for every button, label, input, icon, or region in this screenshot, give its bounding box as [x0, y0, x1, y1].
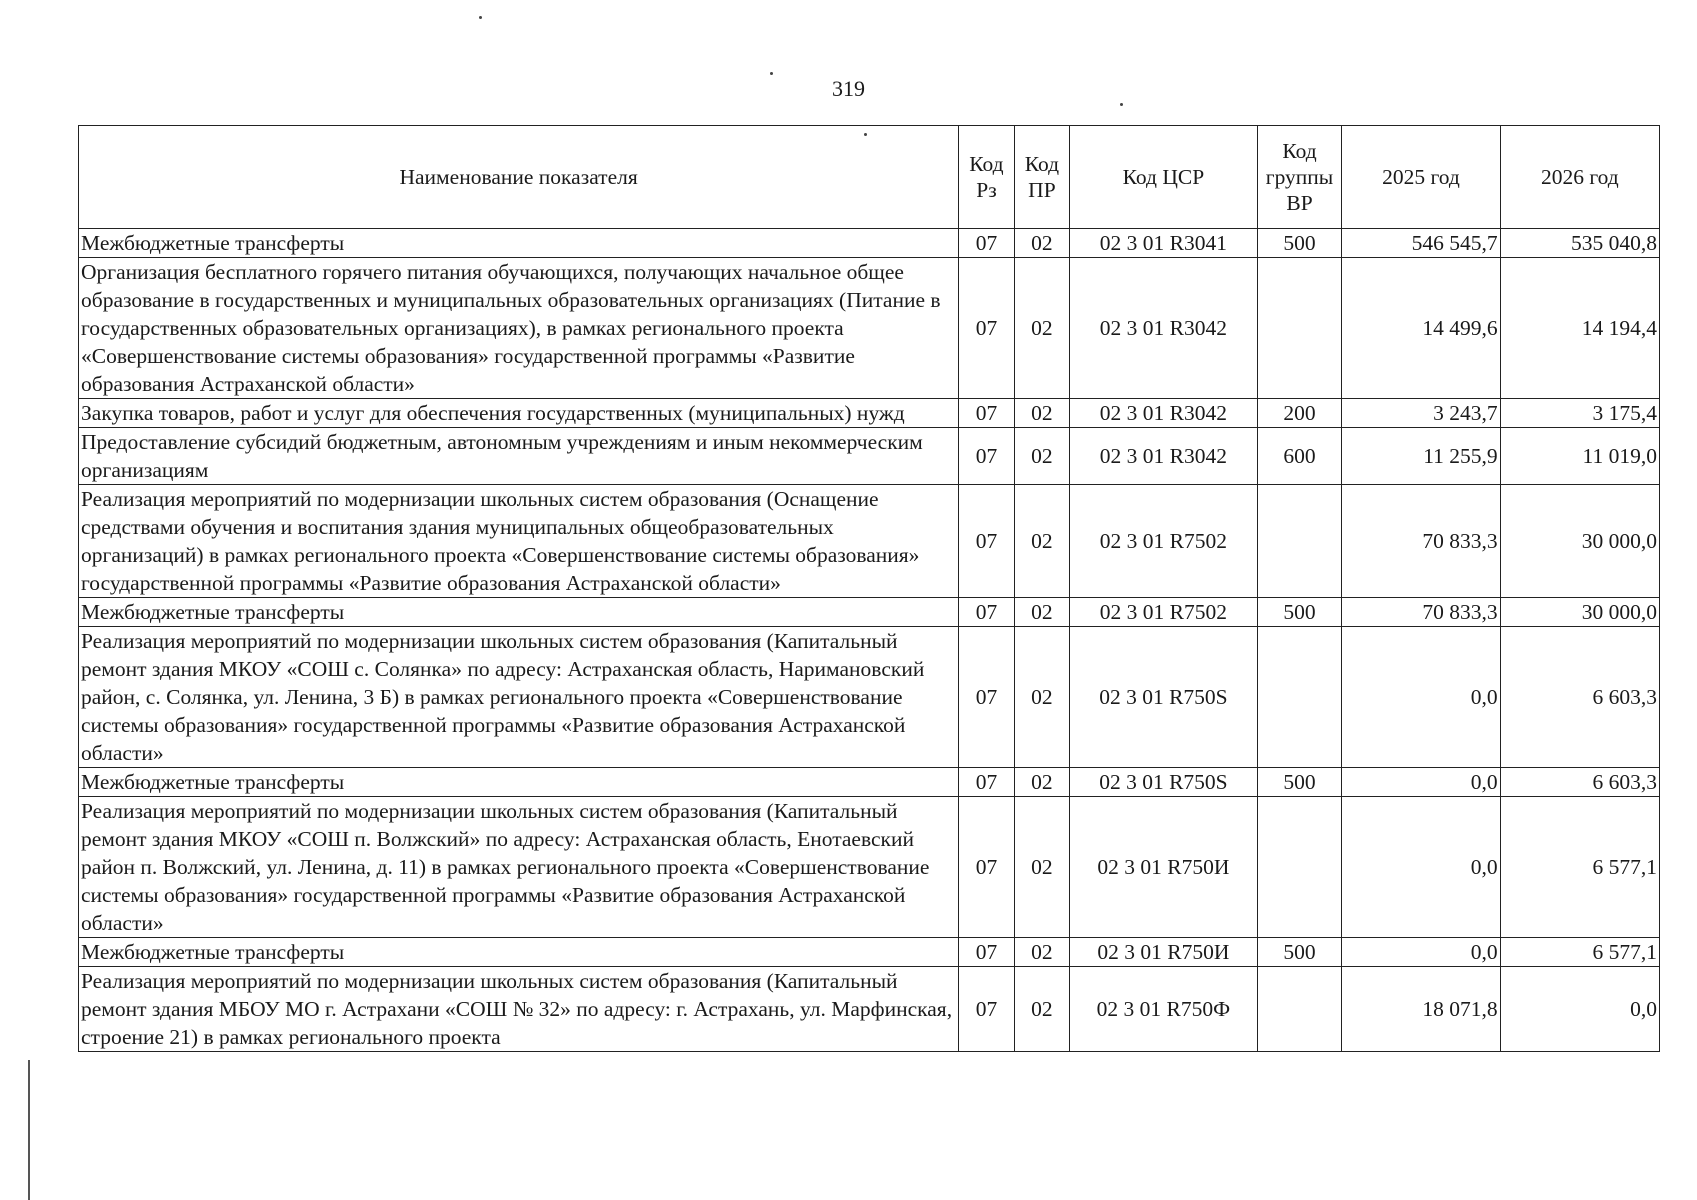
header-rz: Код Рз	[959, 126, 1014, 229]
scan-margin-line	[28, 1060, 30, 1200]
code-vr: 500	[1257, 598, 1342, 627]
code-vr: 500	[1257, 229, 1342, 258]
amount-2026: 3 175,4	[1500, 399, 1659, 428]
code-pr: 02	[1014, 485, 1069, 598]
code-vr: 500	[1257, 938, 1342, 967]
indicator-name: Межбюджетные трансферты	[79, 768, 959, 797]
amount-2025: 0,0	[1342, 797, 1500, 938]
table-row	[79, 229, 1660, 258]
code-rz: 07	[959, 938, 1014, 967]
header-pr: Код ПР	[1014, 126, 1069, 229]
code-csr: 02 3 01 R3042	[1070, 399, 1258, 428]
code-rz: 07	[959, 598, 1014, 627]
code-rz: 07	[959, 428, 1014, 485]
code-vr	[1257, 258, 1342, 399]
code-rz: 07	[959, 229, 1014, 258]
amount-2025: 14 499,6	[1342, 258, 1500, 399]
amount-2026: 30 000,0	[1500, 485, 1659, 598]
amount-2026: 6 577,1	[1500, 938, 1659, 967]
amount-2026: 30 000,0	[1500, 598, 1659, 627]
code-pr: 02	[1014, 258, 1069, 399]
table-row	[79, 768, 1660, 797]
header-2025: 2025 год	[1342, 126, 1500, 229]
code-pr: 02	[1014, 598, 1069, 627]
code-csr: 02 3 01 R750И	[1070, 797, 1258, 938]
table-row	[79, 938, 1660, 967]
code-pr: 02	[1014, 967, 1069, 1052]
scan-speck	[770, 72, 773, 75]
code-pr: 02	[1014, 399, 1069, 428]
table-row	[79, 258, 1660, 399]
code-rz: 07	[959, 797, 1014, 938]
amount-2026: 14 194,4	[1500, 258, 1659, 399]
indicator-name: Межбюджетные трансферты	[79, 938, 959, 967]
amount-2026: 6 577,1	[1500, 797, 1659, 938]
indicator-name: Межбюджетные трансферты	[79, 229, 959, 258]
code-rz: 07	[959, 967, 1014, 1052]
amount-2025: 0,0	[1342, 768, 1500, 797]
code-vr: 200	[1257, 399, 1342, 428]
indicator-name: Реализация мероприятий по модернизации школьных систем образования (Капитальный ремонт здания МКОУ «СОШ п. Волжский» по адресу: Астраханская область, Енотаевский район п. Волжский, ул. Ленина, д. 11) в рамках регионального проекта «Совершенствование системы образования» государственной программы «Развитие образования Астраханской области»	[79, 797, 959, 938]
code-rz: 07	[959, 768, 1014, 797]
code-pr: 02	[1014, 428, 1069, 485]
code-csr: 02 3 01 R3041	[1070, 229, 1258, 258]
code-vr: 600	[1257, 428, 1342, 485]
amount-2025: 0,0	[1342, 627, 1500, 768]
amount-2025: 70 833,3	[1342, 485, 1500, 598]
code-rz: 07	[959, 258, 1014, 399]
header-name: Наименование показателя	[79, 126, 959, 229]
header-csr: Код ЦСР	[1070, 126, 1258, 229]
code-rz: 07	[959, 399, 1014, 428]
table-row	[79, 627, 1660, 768]
code-csr: 02 3 01 R750S	[1070, 627, 1258, 768]
amount-2025: 3 243,7	[1342, 399, 1500, 428]
table-row	[79, 485, 1660, 598]
amount-2025: 0,0	[1342, 938, 1500, 967]
amount-2025: 18 071,8	[1342, 967, 1500, 1052]
indicator-name: Предоставление субсидий бюджетным, автономным учреждениям и иным некоммерческим организациям	[79, 428, 959, 485]
code-pr: 02	[1014, 627, 1069, 768]
code-csr: 02 3 01 R750S	[1070, 768, 1258, 797]
code-vr	[1257, 485, 1342, 598]
indicator-name: Организация бесплатного горячего питания обучающихся, получающих начальное общее образование в государственных и муниципальных образовательных организациях (Питание в государственных образовательных организациях), в рамках регионального проекта «Совершенствование системы образования» государственной программы «Развитие образования Астраханской области»	[79, 258, 959, 399]
amount-2025: 546 545,7	[1342, 229, 1500, 258]
code-csr: 02 3 01 R750И	[1070, 938, 1258, 967]
code-csr: 02 3 01 R7502	[1070, 485, 1258, 598]
code-pr: 02	[1014, 797, 1069, 938]
code-vr: 500	[1257, 768, 1342, 797]
code-vr	[1257, 797, 1342, 938]
indicator-name: Закупка товаров, работ и услуг для обеспечения государственных (муниципальных) нужд	[79, 399, 959, 428]
code-vr	[1257, 627, 1342, 768]
code-pr: 02	[1014, 768, 1069, 797]
header-vr: Код группы ВР	[1257, 126, 1342, 229]
header-row	[79, 126, 1660, 229]
table-row	[79, 967, 1660, 1052]
indicator-name: Реализация мероприятий по модернизации школьных систем образования (Капитальный ремонт здания МКОУ «СОШ с. Солянка» по адресу: Астраханская область, Наримановский район, с. Солянка, ул. Ленина, 3 Б) в рамках регионального проекта «Совершенствование системы образования» государственной программы «Развитие образования Астраханской области»	[79, 627, 959, 768]
table-row	[79, 797, 1660, 938]
table-row	[79, 428, 1660, 485]
table-row	[79, 598, 1660, 627]
amount-2025: 70 833,3	[1342, 598, 1500, 627]
code-csr: 02 3 01 R7502	[1070, 598, 1258, 627]
amount-2026: 11 019,0	[1500, 428, 1659, 485]
indicator-name: Межбюджетные трансферты	[79, 598, 959, 627]
amount-2026: 6 603,3	[1500, 768, 1659, 797]
amount-2025: 11 255,9	[1342, 428, 1500, 485]
table-body	[79, 229, 1660, 1052]
table-row	[79, 399, 1660, 428]
amount-2026: 6 603,3	[1500, 627, 1659, 768]
indicator-name: Реализация мероприятий по модернизации школьных систем образования (Капитальный ремонт здания МБОУ МО г. Астрахани «СОШ № 32» по адресу: г. Астрахань, ул. Марфинская, строение 21) в рамках регионального проекта	[79, 967, 959, 1052]
code-rz: 07	[959, 485, 1014, 598]
code-pr: 02	[1014, 229, 1069, 258]
budget-table	[78, 125, 1660, 1052]
scan-speck	[479, 16, 482, 19]
code-vr	[1257, 967, 1342, 1052]
amount-2026: 0,0	[1500, 967, 1659, 1052]
indicator-name: Реализация мероприятий по модернизации школьных систем образования (Оснащение средствами обучения и воспитания здания муниципальных общеобразовательных организаций) в рамках регионального проекта «Совершенствование системы образования» государственной программы «Развитие образования Астраханской области»	[79, 485, 959, 598]
code-csr: 02 3 01 R750Ф	[1070, 967, 1258, 1052]
scan-speck	[1120, 103, 1123, 106]
code-pr: 02	[1014, 938, 1069, 967]
page-number: 319	[832, 76, 865, 101]
amount-2026: 535 040,8	[1500, 229, 1659, 258]
code-csr: 02 3 01 R3042	[1070, 258, 1258, 399]
code-rz: 07	[959, 627, 1014, 768]
header-2026: 2026 год	[1500, 126, 1659, 229]
code-csr: 02 3 01 R3042	[1070, 428, 1258, 485]
